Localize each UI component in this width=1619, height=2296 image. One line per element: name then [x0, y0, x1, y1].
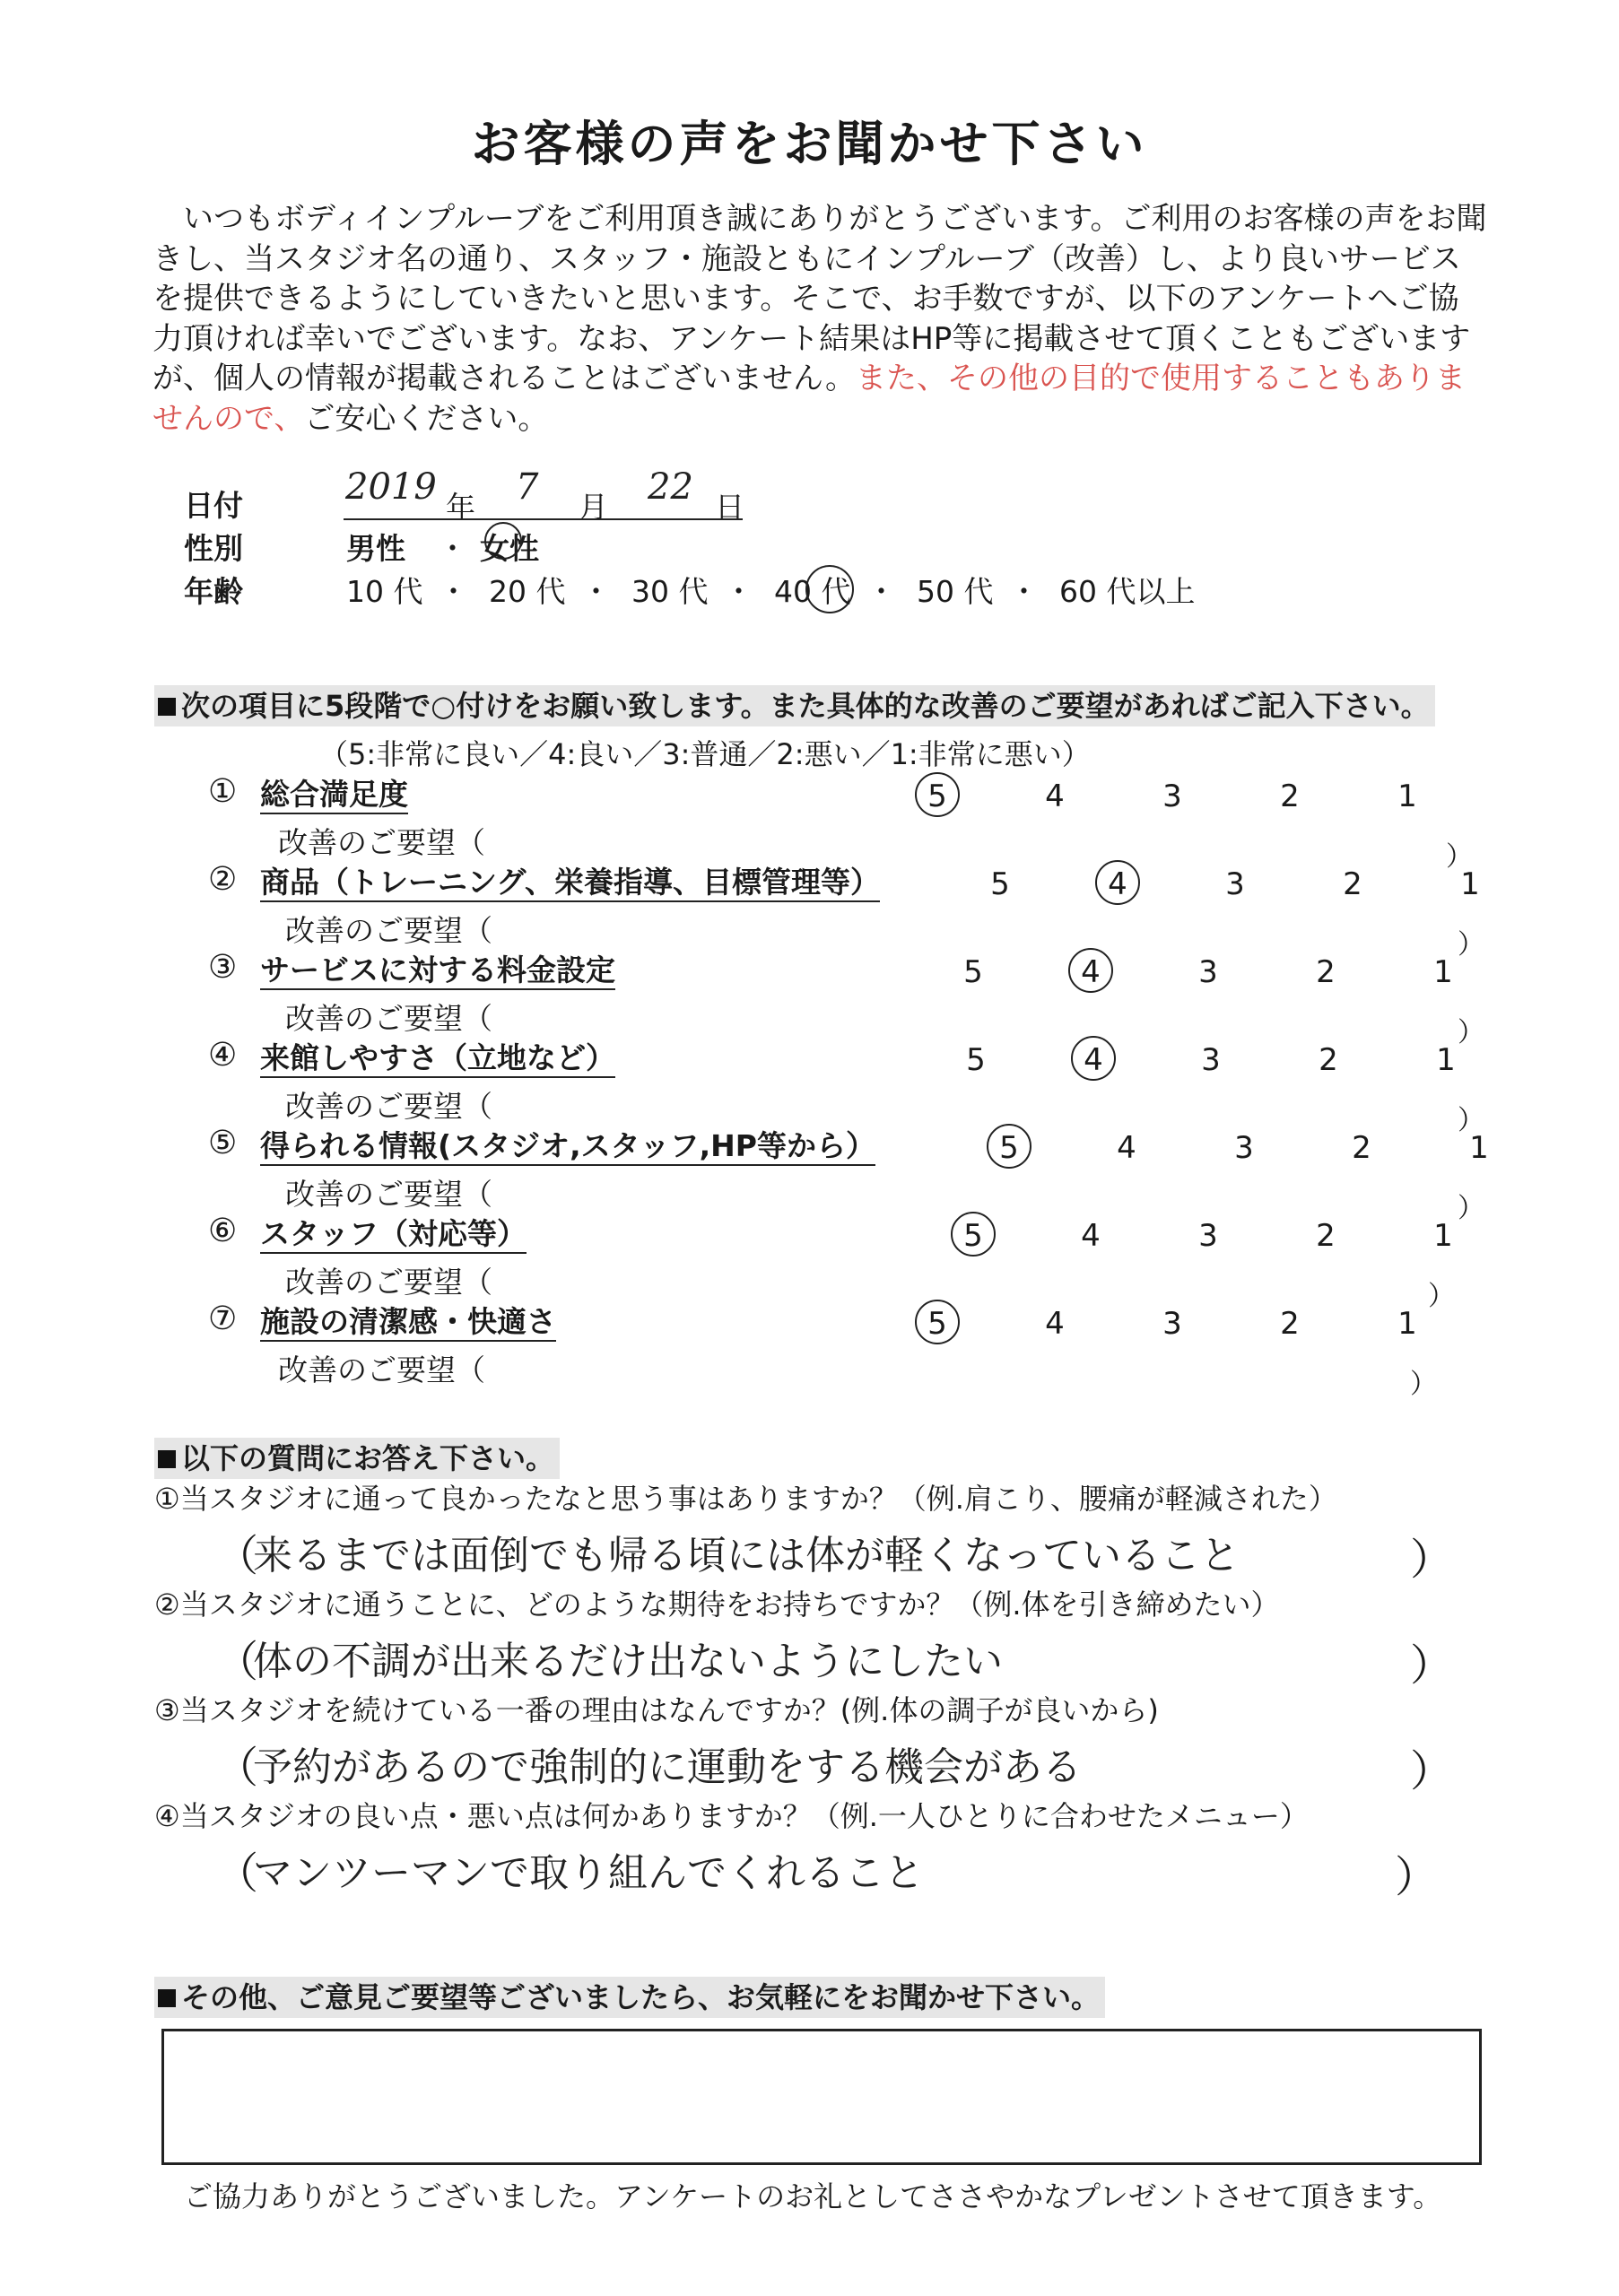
score-option-1[interactable]: 1 — [1460, 866, 1480, 902]
improvement-request-close-paren: ） — [1458, 1017, 1484, 1048]
gender-selected-circle — [484, 522, 522, 560]
other-section-header: その他、ご意見ご要望等ございましたら、お気軽にをお聞かせ下さい。 — [154, 1977, 1105, 2018]
improvement-request-close-paren: ） — [1458, 1193, 1484, 1224]
score-option-2[interactable]: 2 — [1343, 866, 1362, 902]
rating-item-number: ③ — [208, 949, 238, 986]
intro-red-text: また、その他の目的で使用することもありませんので、 — [152, 361, 1467, 437]
improvement-request-label: 改善のご要望（ — [285, 1089, 492, 1124]
score-option-5[interactable]: 5 — [999, 1130, 1019, 1166]
score-option-3[interactable]: 3 — [1162, 1306, 1182, 1342]
question-text: ④当スタジオの良い点・悪い点は何かありますか？（例.一人ひとりに合わせたメニュー） — [154, 1799, 1309, 1833]
score-option-3[interactable]: 3 — [1234, 1130, 1254, 1166]
comment-box[interactable] — [161, 2029, 1482, 2165]
score-option-5[interactable]: 5 — [966, 1042, 986, 1078]
answer-close-paren: ） — [1410, 1640, 1454, 1691]
age-separator: ・ — [724, 574, 753, 609]
improvement-request-label: 改善のご要望（ — [285, 913, 492, 948]
question-text: ②当スタジオに通うことに、どのような期待をお持ちですか？（例.体を引き締めたい） — [154, 1587, 1280, 1622]
year-value[interactable]: 2019 — [345, 466, 437, 508]
question-text: ①当スタジオに通って良かったなと思う事はありますか？（例.肩こり、腰痛が軽減された） — [154, 1482, 1337, 1516]
score-option-3[interactable]: 3 — [1162, 778, 1182, 814]
score-option-5[interactable]: 5 — [927, 1306, 947, 1342]
score-option-1[interactable]: 1 — [1469, 1130, 1489, 1166]
rating-item-label: 施設の清潔感・快適さ — [260, 1304, 556, 1342]
score-option-2[interactable]: 2 — [1280, 778, 1300, 814]
age-options — [346, 569, 1203, 611]
improvement-request-close-paren: ） — [1458, 929, 1484, 961]
age-label: 年齢 — [184, 574, 243, 609]
score-option-4[interactable]: 4 — [1117, 1130, 1136, 1166]
rating-item-number: ⑤ — [208, 1125, 238, 1161]
score-option-1[interactable]: 1 — [1397, 778, 1417, 814]
improvement-request-close-paren: ） — [1458, 1105, 1484, 1136]
score-option-2[interactable]: 2 — [1319, 1042, 1338, 1078]
score-option-2[interactable]: 2 — [1280, 1306, 1300, 1342]
day-unit: 日 — [715, 490, 744, 525]
score-option-4[interactable]: 4 — [1108, 866, 1127, 902]
square-bullet-icon — [158, 698, 176, 716]
gender-label: 性別 — [184, 531, 243, 566]
age-option-60[interactable]: 60 代以上 — [1059, 574, 1196, 609]
selected-score-circle — [951, 1212, 996, 1257]
gender-female[interactable]: 女性 — [480, 531, 539, 566]
questions-section-header: 以下の質問にお答え下さい。 — [154, 1438, 560, 1479]
age-option-20[interactable]: 20 代 — [489, 574, 566, 609]
improvement-request-label: 改善のご要望（ — [285, 1001, 492, 1036]
footer-thanks: ご協力ありがとうございました。アンケートのお礼としてささやかなプレゼントさせて頂きます。 — [184, 2179, 1442, 2213]
gender-separator: ・ — [438, 531, 467, 566]
month-unit: 月 — [579, 490, 608, 525]
age-option-40[interactable]: 40 代 — [774, 574, 851, 609]
answer-close-paren: ） — [1410, 1746, 1454, 1796]
month-value[interactable]: 7 — [516, 466, 539, 508]
selected-score-circle — [1068, 948, 1113, 993]
rating-item-number: ① — [208, 773, 238, 810]
score-option-3[interactable]: 3 — [1225, 866, 1245, 902]
selected-score-circle — [1095, 860, 1140, 905]
score-option-4[interactable]: 4 — [1081, 1218, 1101, 1254]
rating-item-label: 得られる情報(スタジオ,スタッフ,HP等から） — [260, 1128, 875, 1166]
score-option-5[interactable]: 5 — [927, 778, 947, 814]
square-bullet-icon — [158, 1989, 176, 2007]
date-underline — [344, 518, 743, 520]
age-separator: ・ — [1009, 574, 1039, 609]
day-value[interactable]: 22 — [648, 466, 693, 508]
answer-close-paren: ） — [1410, 1535, 1454, 1585]
rating-item-label: 商品（トレーニング、栄養指導、目標管理等） — [260, 865, 880, 902]
answer-open-paren: （ — [215, 1531, 259, 1581]
answer-open-paren: （ — [215, 1848, 259, 1899]
age-selected-circle — [805, 565, 854, 613]
year-unit: 年 — [446, 490, 475, 525]
intro-text: いつもボディインプルーブをご利用頂き誠にありがとうございます。ご利用のお客様の声をお聞きし、当スタジオ名の通り、スタッフ・施設ともにインプルーブ（改善）し、より良いサービスを提供できるようにしていきたいと思います。そこで、お手数ですが、以下のアンケートへご協力頂ければ幸いでございます。なお、アンケート結果はHP等に掲載させて頂くこともございますが、個人の情報が掲載されることはございません。 — [152, 201, 1487, 396]
score-option-4[interactable]: 4 — [1045, 1306, 1065, 1342]
improvement-request-label: 改善のご要望（ — [285, 1265, 492, 1300]
score-option-1[interactable]: 1 — [1436, 1042, 1456, 1078]
selected-score-circle — [987, 1124, 1031, 1169]
rating-section-header: 次の項目に5段階で○付けをお願い致します。また具体的な改善のご要望があればご記入下さい。 — [154, 685, 1435, 726]
score-option-1[interactable]: 1 — [1433, 954, 1453, 990]
handwritten-answer[interactable]: 体の不調が出来るだけ出ないようにしたい — [253, 1639, 1003, 1684]
rating-scale-note: （5:非常に良い／4:良い／3:普通／2:悪い／1:非常に悪い） — [319, 737, 1091, 771]
page-title: お客様の声をお聞かせ下さい — [471, 116, 1148, 172]
improvement-request-close-paren: ） — [1428, 1281, 1455, 1312]
rating-item-number: ④ — [208, 1037, 238, 1074]
age-separator: ・ — [581, 574, 611, 609]
score-option-3[interactable]: 3 — [1201, 1042, 1221, 1078]
score-option-1[interactable]: 1 — [1433, 1218, 1453, 1254]
question-text: ③当スタジオを続けている一番の理由はなんですか？(例.体の調子が良いから) — [154, 1693, 1159, 1727]
age-option-30[interactable]: 30 代 — [631, 574, 709, 609]
rating-item-number: ② — [208, 861, 238, 898]
answer-open-paren: （ — [215, 1637, 259, 1687]
score-option-4[interactable]: 4 — [1084, 1042, 1103, 1078]
answer-open-paren: （ — [215, 1743, 259, 1793]
score-option-5[interactable]: 5 — [963, 1218, 983, 1254]
score-option-3[interactable]: 3 — [1198, 1218, 1218, 1254]
answer-close-paren: ） — [1395, 1852, 1439, 1902]
score-option-4[interactable]: 4 — [1045, 778, 1065, 814]
score-option-2[interactable]: 2 — [1316, 1218, 1336, 1254]
handwritten-answer[interactable]: マンツーマンで取り組んでくれること — [253, 1850, 924, 1896]
improvement-request-close-paren: ） — [1446, 841, 1473, 873]
date-label: 日付 — [184, 488, 243, 523]
rating-item-number: ⑥ — [208, 1213, 238, 1249]
score-option-5[interactable]: 5 — [963, 954, 983, 990]
age-separator: ・ — [866, 574, 896, 609]
intro-paragraph — [152, 199, 1489, 439]
score-option-2[interactable]: 2 — [1352, 1130, 1371, 1166]
rating-item-label: 総合満足度 — [260, 777, 408, 814]
rating-item-label: サービスに対する料金設定 — [260, 952, 615, 990]
improvement-request-close-paren: ） — [1410, 1369, 1437, 1400]
improvement-request-label: 改善のご要望（ — [278, 1352, 485, 1387]
score-option-2[interactable]: 2 — [1316, 954, 1336, 990]
improvement-request-label: 改善のご要望（ — [278, 825, 485, 860]
intro-tail: ご安心ください。 — [304, 400, 549, 437]
improvement-request-label: 改善のご要望（ — [285, 1177, 492, 1212]
rating-item-label: スタッフ（対応等） — [260, 1216, 527, 1254]
selected-score-circle — [1071, 1036, 1116, 1081]
score-option-1[interactable]: 1 — [1397, 1306, 1417, 1342]
score-option-5[interactable]: 5 — [990, 866, 1010, 902]
rating-item-number: ⑦ — [208, 1300, 238, 1337]
age-option-50[interactable]: 50 代 — [917, 574, 994, 609]
gender-male[interactable]: 男性 — [346, 531, 405, 566]
handwritten-answer[interactable]: 来るまでは面倒でも帰る頃には体が軽くなっていること — [253, 1533, 1240, 1578]
selected-score-circle — [915, 1300, 960, 1344]
age-option-10[interactable]: 10 代 — [346, 574, 423, 609]
score-option-4[interactable]: 4 — [1081, 954, 1101, 990]
selected-score-circle — [915, 772, 960, 817]
square-bullet-icon — [158, 1450, 176, 1468]
age-separator: ・ — [439, 574, 468, 609]
handwritten-answer[interactable]: 予約があるので強制的に運動をする機会がある — [253, 1744, 1082, 1790]
rating-item-label: 来館しやすさ（立地など） — [260, 1040, 615, 1078]
score-option-3[interactable]: 3 — [1198, 954, 1218, 990]
